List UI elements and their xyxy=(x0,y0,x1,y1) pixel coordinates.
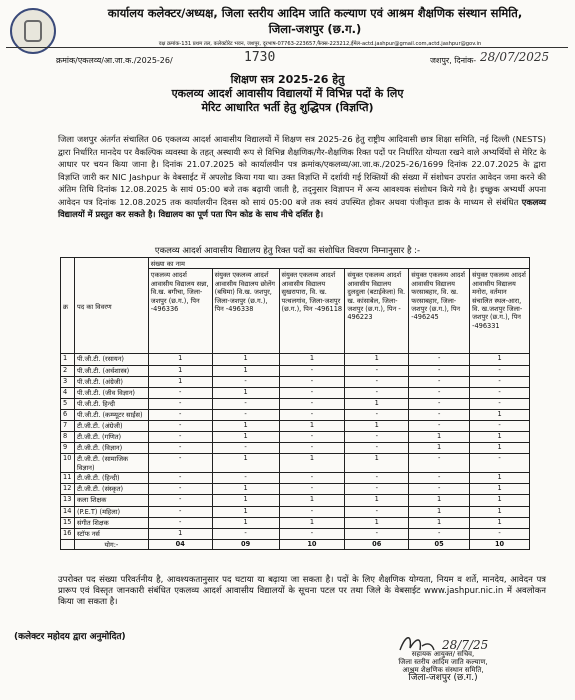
col-post: पद का विवरण xyxy=(74,258,148,354)
row-value: 1 xyxy=(409,432,470,443)
title-line1: शिक्षण सत्र 2025-26 हेतु xyxy=(230,73,345,86)
row-value: - xyxy=(279,528,345,539)
row-value: - xyxy=(409,376,470,387)
row-value: 1 xyxy=(212,506,279,517)
row-serial: 15 xyxy=(61,517,75,528)
row-value: 1 xyxy=(470,484,530,495)
row-value: 1 xyxy=(409,506,470,517)
total-value: 05 xyxy=(409,539,470,549)
row-value: - xyxy=(409,420,470,431)
row-value: - xyxy=(279,365,345,376)
row-serial: 13 xyxy=(61,495,75,506)
row-post-name: टी.जी.टी. (गणित) xyxy=(74,432,148,443)
row-value: - xyxy=(470,376,530,387)
col-group-header: संख्या का नाम xyxy=(148,258,529,269)
school-header-3: संयुक्त एकलव्य आदर्श आवासीय विद्यालय सुखरापारा, वि. ख. पत्थलगांव, जिला-जशपुर (छ.ग.), पिन -496118 xyxy=(279,269,345,354)
row-value: - xyxy=(148,454,212,473)
row-value: - xyxy=(279,376,345,387)
header-district: जिला-जशपुर (छ.ग.) xyxy=(268,22,362,36)
row-value: - xyxy=(212,528,279,539)
row-value: - xyxy=(345,443,409,454)
row-post-name: टी.जी.टी. (हिन्दी) xyxy=(74,473,148,484)
row-value: - xyxy=(345,473,409,484)
total-value: 09 xyxy=(212,539,279,549)
table-row xyxy=(61,506,530,517)
table-intro: एकलव्य आदर्श आवासीय विद्यालय हेतु रिक्त पदों का संशोधित विवरण निम्नानुसार है :- xyxy=(154,246,421,256)
row-post-name: टी.जी.टी. (अंग्रेजी) xyxy=(74,420,148,431)
row-value: 1 xyxy=(345,454,409,473)
row-value: 1 xyxy=(345,420,409,431)
row-value: - xyxy=(345,432,409,443)
row-value: - xyxy=(279,387,345,398)
row-value: 1 xyxy=(345,495,409,506)
row-value: - xyxy=(345,484,409,495)
row-value: 1 xyxy=(212,517,279,528)
table-row xyxy=(61,454,530,473)
school-header-6: संयुक्त एकलव्य आदर्श आवासीय विद्यालय मनोरा, वर्तमान संचालित स्थल-आरा, वि. ख.जशपुर जिला-जशपुर (छ.ग.), पिन -496331 xyxy=(470,269,530,354)
table-row xyxy=(61,398,530,409)
row-value: - xyxy=(345,409,409,420)
row-value: - xyxy=(148,484,212,495)
school-header-2: संयुक्त एकलव्य आदर्श आवासीय विद्यालय छोलेंग (बघिमा) वि.ख. जशपुर, जिला-जशपुर (छ.ग.), पिन -496338 xyxy=(212,269,279,354)
school-header-4: संयुक्त एकलव्य आदर्श आवासीय विद्यालय दुलदुला (बटाईकेला) वि. ख. कांसाबेल, जिला-जशपुर (छ.ग.), पिन - 496223 xyxy=(345,269,409,354)
row-value: - xyxy=(279,398,345,409)
school-header-1: एकलव्य आदर्श आवासीय विद्यालय सन्ना, वि.ख. बगीचा, जिला-जशपुर (छ.ग.), पिन -496336 xyxy=(148,269,212,354)
row-serial: 1 xyxy=(61,354,75,365)
vacancy-table-body xyxy=(61,354,530,549)
title-line3: मेरिट आधारित भर्ती हेतु शुद्धिपत्र (विज्ञप्ति) xyxy=(201,101,374,114)
row-value: - xyxy=(345,387,409,398)
row-post-name: पी.जी.टी. (कम्प्यूटर साईंस) xyxy=(74,409,148,420)
title-line2: एकलव्य आदर्श आवासीय विद्यालयों में विभिन्न पदों के लिए xyxy=(171,87,404,100)
row-value: - xyxy=(148,420,212,431)
row-value: 1 xyxy=(279,495,345,506)
body-text: जिला जशपुर अंतर्गत संचालित 06 एकलव्य आदर्श आवासीय विद्यालयों में शिक्षण सत्र 2025-26 हेतु राष्ट्रीय आदिवासी छात्र शिक्षा समिति, नई दिल्ली (NESTS) द्वारा निर्धारित मानदेय पर वैकल्पिक व्यवस्था के तहत् अस्थायी रूप से विभिन्न शैक्षणिक/गैर-शैक्षणिक रिक्त पदों पर निर्धारित योग्यता रखने वाले अभ्यर्थियों से मेरिट के आधार पर चयन किया जाना है। दिनांक 21.07.2025 को कार्यालयीन पत्र क्रमांक/एकलव्य/आ.जा.क./2025-26/1699 दिनांक 22.07.2025 के द्वारा विज्ञप्ति जारी कर NIC Jashpur के वेबसाईट में अपलोड किया गया था। उक्त विज्ञप्ति में दर्शायी गई रिक्तियों की संख्या में संशोधन उपरांत आवेदन जमा करने की अंतिम तिथि दिनांक 12.08.2025 के सायं 05:00 बजे तक बढ़ायी जाती है, तद्नुसार विज्ञापन में अन्य आवश्यक संशोधन किये गये है। इच्छुक अभ्यर्थी अपना आवेदन पत्र दिनांक 12.08.2025 तक कार्यालयीन दिवस को सायं 05:00 बजे तक स्वयं उपस्थित होकर अथवा पंजीकृत डाक के माध्यम से संबंधित xyxy=(58,134,546,207)
row-value: - xyxy=(212,398,279,409)
row-value: - xyxy=(409,365,470,376)
row-value: 1 xyxy=(212,420,279,431)
col-serial: क्र xyxy=(61,258,75,354)
row-value: - xyxy=(212,473,279,484)
total-value: 06 xyxy=(345,539,409,549)
row-value: 1 xyxy=(212,387,279,398)
row-value: - xyxy=(148,495,212,506)
school-header-5: संयुक्त एकलव्य आदर्श आवासीय विद्यालय फरसाबहार, वि. ख. फरसाबहार, जिला-जशपुर (छ.ग.), पिन -496245 xyxy=(409,269,470,354)
row-serial: 16 xyxy=(61,528,75,539)
table-row xyxy=(61,517,530,528)
table-row xyxy=(61,473,530,484)
row-value: - xyxy=(409,528,470,539)
row-value: 1 xyxy=(212,432,279,443)
row-value: - xyxy=(279,432,345,443)
row-value: 1 xyxy=(470,473,530,484)
date-label: जशपुर, दिनांक- xyxy=(430,56,477,65)
table-row xyxy=(61,484,530,495)
row-value: - xyxy=(148,409,212,420)
reference-number: 1730 xyxy=(244,50,276,65)
row-value: 1 xyxy=(409,443,470,454)
row-value: - xyxy=(212,376,279,387)
row-serial: 14 xyxy=(61,506,75,517)
row-value: 1 xyxy=(148,365,212,376)
row-value: - xyxy=(279,484,345,495)
row-value: 1 xyxy=(212,495,279,506)
date-value: 28/07/2025 xyxy=(480,50,550,64)
row-value: 1 xyxy=(279,354,345,365)
row-value: 1 xyxy=(470,517,530,528)
signatory-block xyxy=(368,650,518,682)
table-row xyxy=(61,365,530,376)
row-value: - xyxy=(470,454,530,473)
table-row xyxy=(61,432,530,443)
total-value: 10 xyxy=(279,539,345,549)
row-value: 1 xyxy=(470,354,530,365)
row-serial: 12 xyxy=(61,484,75,495)
notes-paragraph: उपरोक्त पद संख्या परिवर्तनीय है, आवश्यकतानुसार पद घटाया या बढ़ाया जा सकता है। पदों के लिए शैक्षणिक योग्यता, नियम व शर्ते, मानदेय, आवेदन पत्र प्रारूप एवं विस्तृत जानकारी संबंधित एकलव्य आदर्श आवासीय विद्यालयों के सूचना पटल पर तथा जिले के वेबसाईट www.jashpur.nic.in में अवलोकन किया जा सकता है। xyxy=(58,575,546,607)
table-row xyxy=(61,528,530,539)
row-value: 1 xyxy=(148,376,212,387)
row-post-name: टी.जी.टी. (सामाजिक विज्ञान) xyxy=(74,454,148,473)
header-office: कार्यालय कलेक्टर/अध्यक्ष, जिला स्तरीय आदिम जाति कल्याण एवं आश्रम शैक्षणिक संस्थान समिति, xyxy=(107,6,523,20)
row-value: - xyxy=(470,420,530,431)
row-serial: 4 xyxy=(61,387,75,398)
row-value: 1 xyxy=(212,484,279,495)
row-value: 1 xyxy=(470,506,530,517)
header-contact: वक्ष क्रमांक-131 प्रथम तल, कलेक्टोरेट भवन, जशपुर, दूरभाष-07763-223657,फैक्स-223212,ईमेल-actd.jashpur@gmail.com,actd.jashpur@gov.in xyxy=(158,41,482,47)
header-divider xyxy=(6,47,568,48)
row-serial: 5 xyxy=(61,398,75,409)
table-row xyxy=(61,354,530,365)
row-value: - xyxy=(148,473,212,484)
row-value: - xyxy=(470,387,530,398)
table-row xyxy=(61,409,530,420)
row-value: - xyxy=(345,506,409,517)
row-serial: 6 xyxy=(61,409,75,420)
row-value: 1 xyxy=(470,432,530,443)
row-value: - xyxy=(470,528,530,539)
row-value: - xyxy=(148,443,212,454)
row-value: 1 xyxy=(470,495,530,506)
row-serial: 9 xyxy=(61,443,75,454)
table-row xyxy=(61,376,530,387)
row-serial: 7 xyxy=(61,420,75,431)
row-value: - xyxy=(279,443,345,454)
total-label: योग:- xyxy=(74,539,148,549)
row-serial: 2 xyxy=(61,365,75,376)
approval-note: (कलेक्टर महोदय द्वारा अनुमोदित) xyxy=(14,632,126,642)
total-value: 10 xyxy=(470,539,530,549)
row-value: 1 xyxy=(470,409,530,420)
row-value: - xyxy=(345,376,409,387)
signatory-line4: जिला-जशपुर (छ.ग.) xyxy=(408,673,478,683)
row-value: - xyxy=(148,432,212,443)
row-value: - xyxy=(279,506,345,517)
row-value: 1 xyxy=(212,454,279,473)
row-value: 1 xyxy=(409,517,470,528)
row-value: - xyxy=(409,409,470,420)
row-value: - xyxy=(409,484,470,495)
row-value: 1 xyxy=(212,365,279,376)
signatory-line1: सहायक आयुक्त/ सचिव, xyxy=(411,650,475,658)
row-post-name: पी.जी.टी. हिन्दी xyxy=(74,398,148,409)
row-post-name: स्टॉफ नर्स xyxy=(74,528,148,539)
row-value: - xyxy=(212,443,279,454)
row-post-name: पी.जी.टी. (जीव विज्ञान) xyxy=(74,387,148,398)
row-value: - xyxy=(148,387,212,398)
row-value: - xyxy=(409,387,470,398)
row-value: - xyxy=(345,528,409,539)
row-post-name: पी.जी.टी. (अंग्रेजी) xyxy=(74,376,148,387)
vacancy-table xyxy=(60,257,530,550)
row-post-name: टी.जी.टी. (संस्कृत) xyxy=(74,484,148,495)
total-value: 04 xyxy=(148,539,212,549)
signature-date: 28/7/25 xyxy=(442,638,489,652)
row-post-name: कला शिक्षक xyxy=(74,495,148,506)
row-value: - xyxy=(148,398,212,409)
row-value: - xyxy=(409,454,470,473)
row-value: 1 xyxy=(345,398,409,409)
row-value: - xyxy=(409,473,470,484)
row-value: - xyxy=(409,398,470,409)
row-serial: 8 xyxy=(61,432,75,443)
signatory-line3: आश्रम शैक्षणिक संस्थान समिति, xyxy=(402,666,484,674)
table-row xyxy=(61,495,530,506)
row-serial: 3 xyxy=(61,376,75,387)
table-row xyxy=(61,420,530,431)
row-value: - xyxy=(279,409,345,420)
row-post-name: टी.जी.टी. (विज्ञान) xyxy=(74,443,148,454)
body-text-bold: एकलव्य विद्यालयों में प्रस्तुत कर सकते है। विद्यालय का पूर्ण पता पिन कोड के साथ नीचे दर्शित है। xyxy=(58,196,546,219)
row-value: 1 xyxy=(279,420,345,431)
signatory-line2: जिला स्तरीय आदिम जाति कल्याण, xyxy=(398,658,488,666)
table-row xyxy=(61,387,530,398)
row-value: - xyxy=(470,398,530,409)
total-empty-cell xyxy=(61,539,75,549)
table-total-row xyxy=(61,539,530,549)
row-value: 1 xyxy=(409,495,470,506)
row-post-name: पी.जी.टी. (रसायन) xyxy=(74,354,148,365)
reference-prefix: क्रमांक/एकलव्य/आ.जा.क./2025-26/ xyxy=(56,56,173,65)
row-value: 1 xyxy=(279,454,345,473)
row-value: 1 xyxy=(148,528,212,539)
row-post-name: संगीत शिक्षक xyxy=(74,517,148,528)
row-serial: 10 xyxy=(61,454,75,473)
row-value: - xyxy=(279,473,345,484)
row-value: - xyxy=(345,365,409,376)
row-value: - xyxy=(470,365,530,376)
table-row xyxy=(61,443,530,454)
row-post-name: (P.E.T) (महिला) xyxy=(74,506,148,517)
row-value: 1 xyxy=(279,517,345,528)
row-value: 1 xyxy=(345,354,409,365)
row-value: - xyxy=(212,409,279,420)
row-serial: 11 xyxy=(61,473,75,484)
row-value: - xyxy=(148,506,212,517)
row-value: 1 xyxy=(212,354,279,365)
body-paragraph xyxy=(58,133,546,221)
row-value: 1 xyxy=(148,354,212,365)
row-post-name: पी.जी.टी. (अर्थशास्त्र) xyxy=(74,365,148,376)
row-value: - xyxy=(148,517,212,528)
row-value: 1 xyxy=(470,443,530,454)
row-value: - xyxy=(409,354,470,365)
row-value: 1 xyxy=(345,517,409,528)
